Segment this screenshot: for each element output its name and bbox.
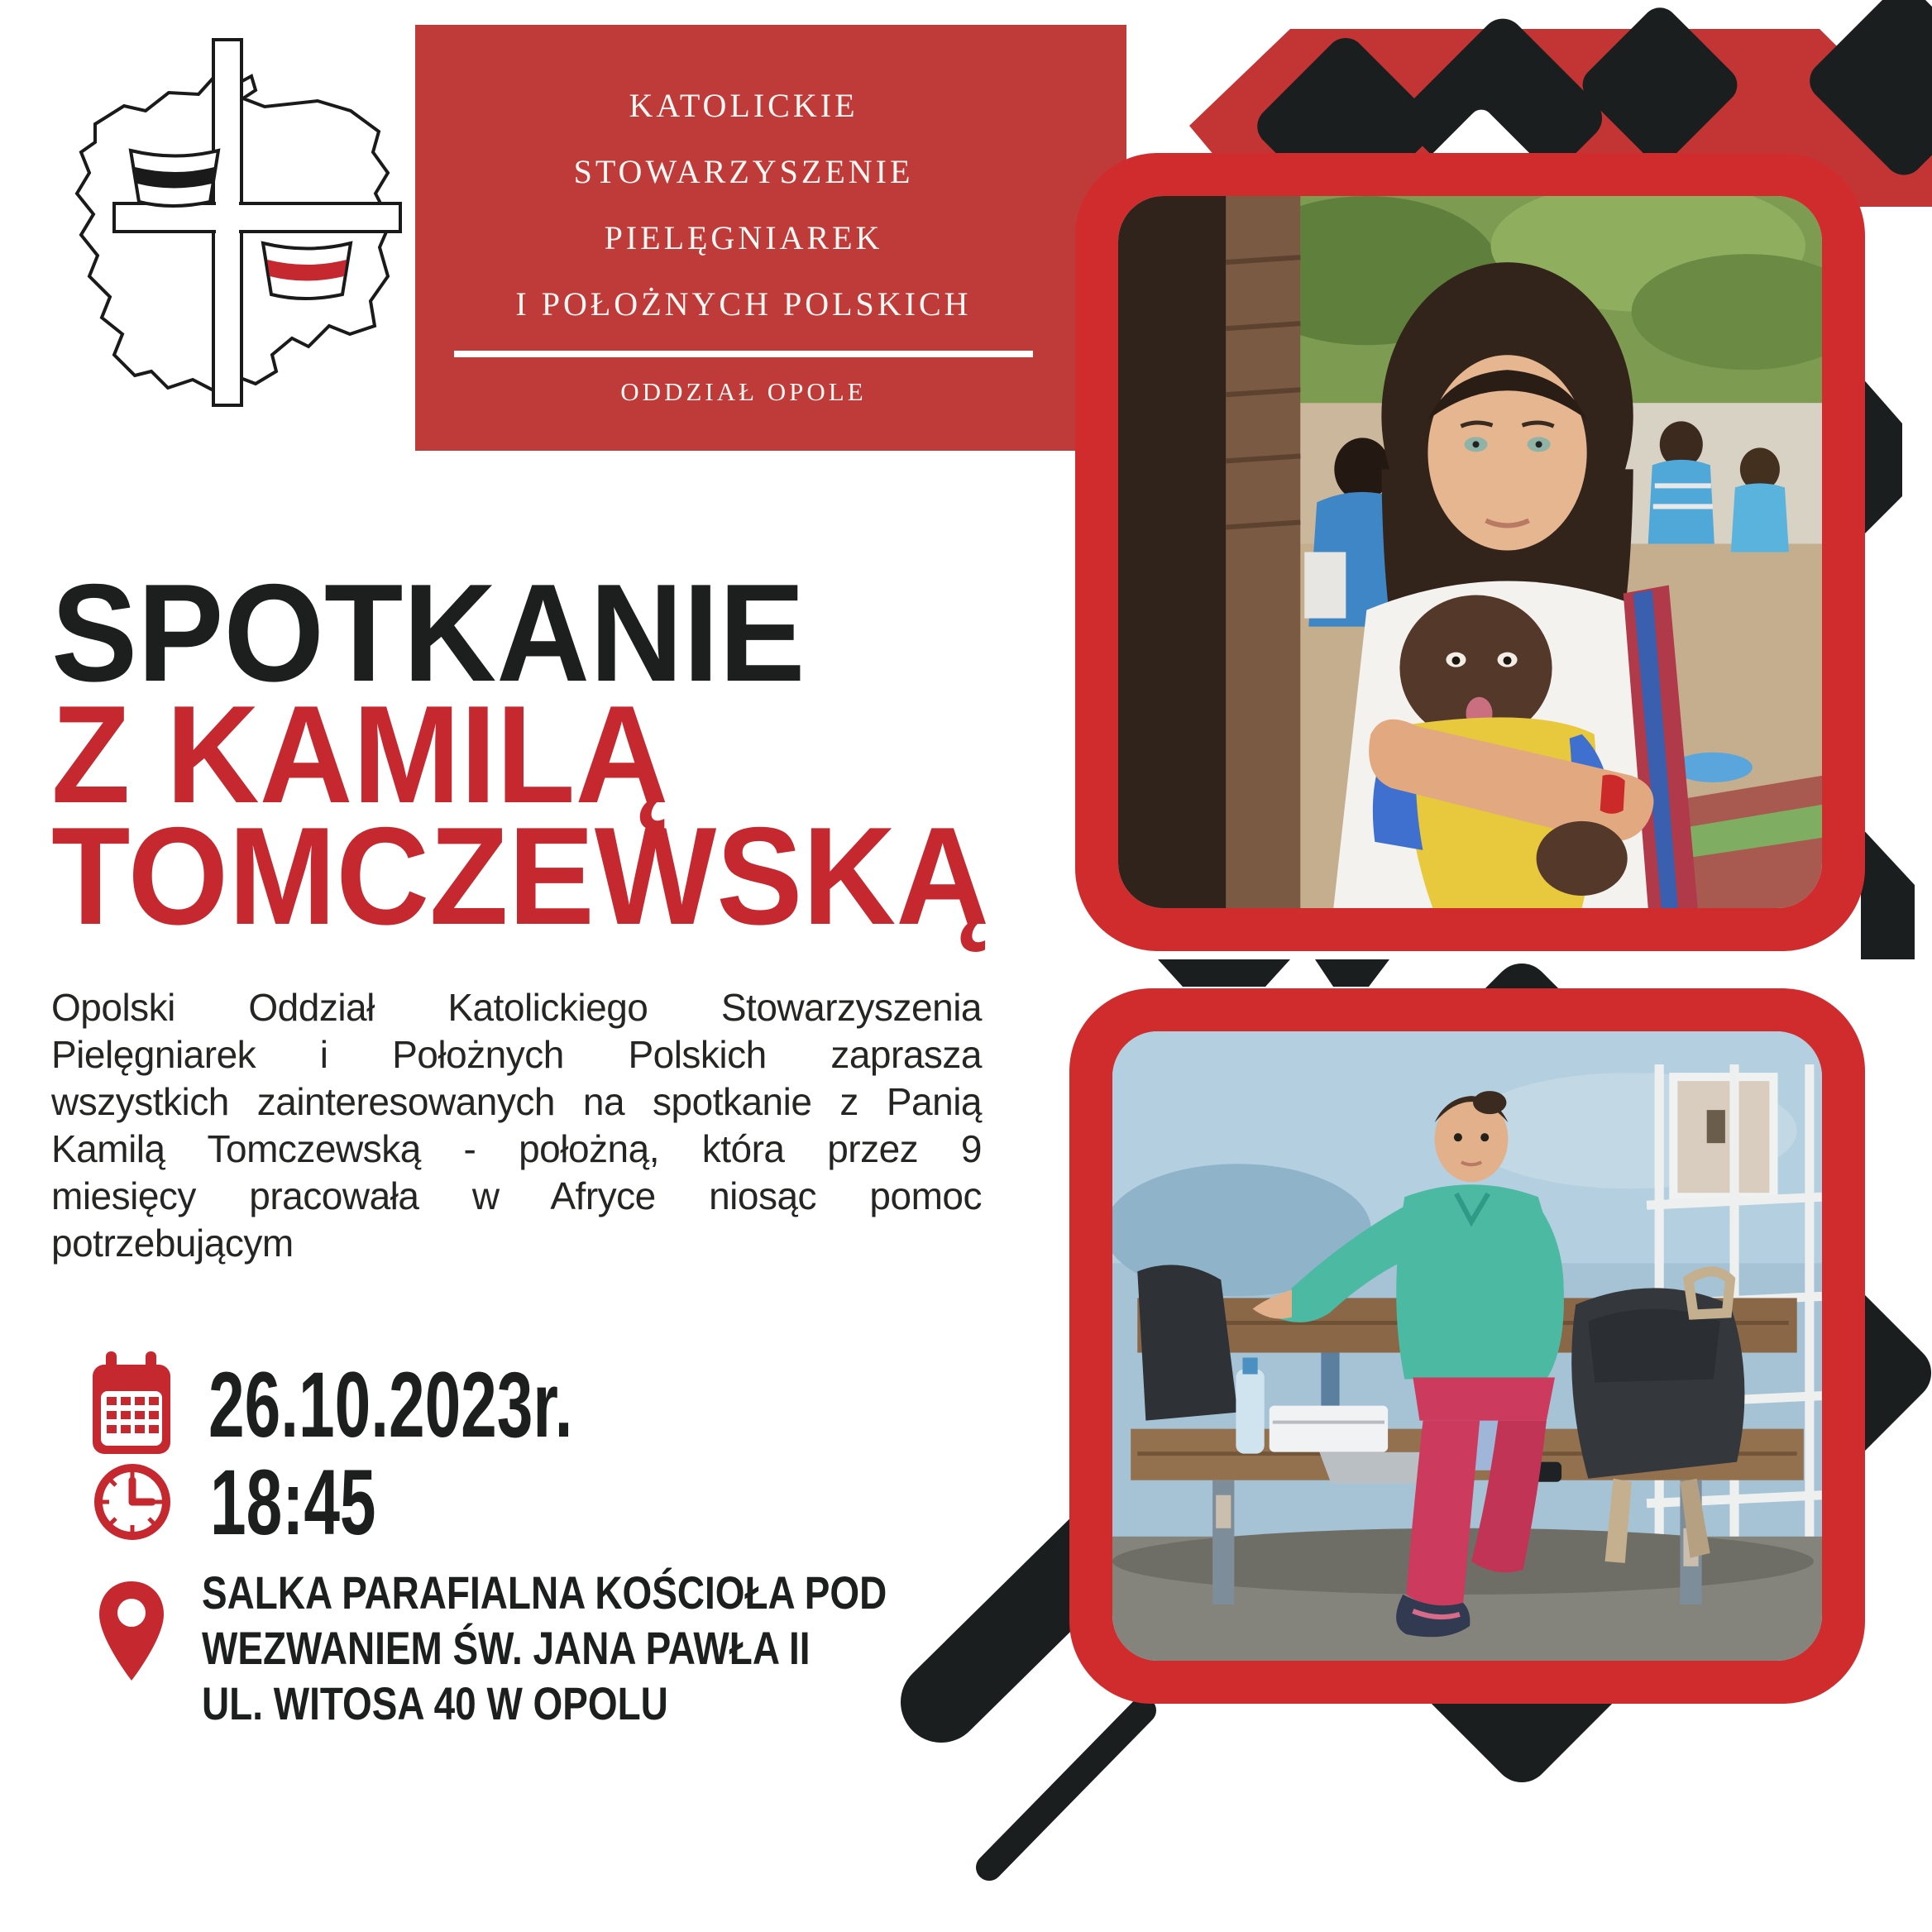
time-row (93, 1450, 447, 1554)
description-line: miesięcy pracowała w Afryce niosąc pomoc (51, 1174, 982, 1217)
poland-cross-nurse-caps-logo (43, 26, 407, 423)
event-headline (51, 555, 1059, 954)
map-pin-icon (98, 1580, 165, 1682)
description-line: Opolski Oddział Katolickiego Stowarzyszenia (51, 986, 982, 1029)
volunteer-holding-baby-photo (1118, 196, 1822, 908)
description-line: potrzebującym (51, 1222, 294, 1265)
date-row (91, 1346, 729, 1462)
clock-icon (93, 1462, 172, 1542)
org-name-line: KATOLICKIE (629, 87, 858, 124)
description-line: Kamilą Tomczewską - położną, która przez 9 (51, 1127, 982, 1170)
org-name-line: I POŁOŻNYCH POLSKICH (515, 285, 972, 323)
description-line: Pielęgniarek i Położnych Polskich zaprasza (51, 1033, 982, 1076)
organization-banner (415, 25, 1126, 451)
nurse-cap-red (263, 243, 351, 299)
event-description (51, 984, 982, 1267)
org-division: ODDZIAŁ OPOLE (620, 377, 867, 406)
calendar-icon (91, 1351, 174, 1457)
volunteer-sitting-on-bench-photo (1112, 1031, 1822, 1661)
location-row (98, 1565, 1037, 1731)
photo-card-top (1075, 153, 1865, 951)
description-line: wszystkich zainteresowanych na spotkanie z Panią (51, 1080, 982, 1123)
location-line: WEZWANIEM ŚW. JANA PAWŁA II (202, 1622, 811, 1674)
location-line: UL. WITOSA 40 W OPOLU (202, 1677, 668, 1729)
photo-card-bottom (1069, 988, 1865, 1704)
gap-diamonds (1158, 959, 1389, 987)
location-line: SALKA PARAFIALNA KOŚCIOŁA POD (202, 1566, 887, 1619)
black-tabs (1861, 376, 1915, 959)
org-name-line: PIELĘGNIAREK (604, 219, 883, 256)
event-time: 18:45 (210, 1450, 376, 1554)
headline-line-2: Z KAMILĄ (51, 677, 669, 832)
headline-line-1: SPOTKANIE (51, 555, 806, 710)
banner-divider (454, 351, 1033, 357)
org-name-line: STOWARZYSZENIE (573, 153, 914, 190)
nurse-cap-black (131, 151, 218, 206)
event-date: 26.10.2023r. (208, 1352, 573, 1456)
headline-line-3: TOMCZEWSKĄ (51, 798, 990, 954)
